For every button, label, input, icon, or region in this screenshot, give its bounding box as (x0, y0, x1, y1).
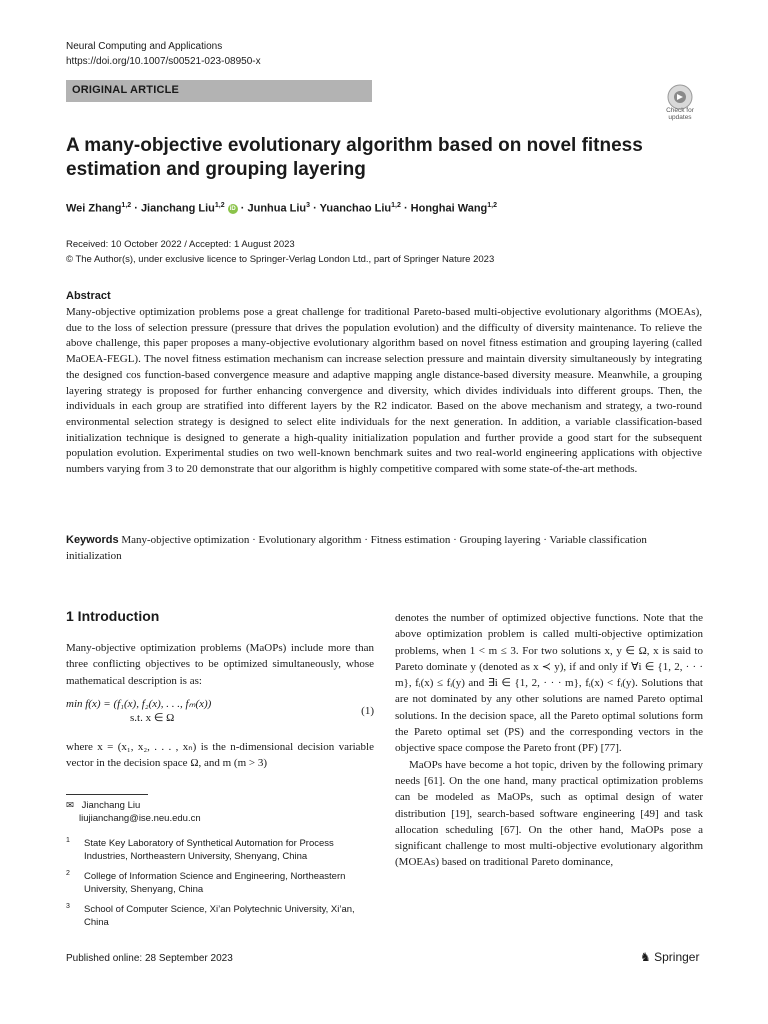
author-list: Wei Zhang$^{1,2}$ · Jianchang Liu$^{1,2}$ iD · Junhua Liu$^3$ · Yuanchao Liu$^{1,2}$ · Honghai Wang$^{1,2}$ (66, 202, 497, 215)
affiliation-number: 1 (66, 837, 70, 844)
intro-paragraph: Many-objective optimization problems (MaOPs) include more than three conflicting objectives to be optimized simultaneously, whose mathematical description is as: (66, 642, 374, 687)
author-affiliation: 1,2 (391, 202, 401, 209)
body-paragraph: MaOPs have become a hot topic, driven by the following primary needs [61]. On the one hand, many practical optimization problems can be modeled as MaOPs, such as optimal design of water distribution [19], search-based software engineering [49] and task allocation scheduling [67]. On the other hand, MaOPs pose a significant challenge to most multi-objective evolutionary algorithm (MOEAs) based on traditional Pareto dominance, (395, 758, 703, 869)
article-title: A many-objective evolutionary algorithm based on novel fitness estimation and grouping layering (66, 135, 643, 180)
equation-constraint: s.t. x ∈ Ω (130, 712, 175, 724)
affiliation (66, 870, 366, 898)
corresponding-author (66, 799, 201, 825)
affiliation-text: State Key Laboratory of Synthetical Automation for Process Industries, Northeastern University, Shenyang, China (84, 838, 334, 862)
affiliation (66, 837, 366, 865)
equation-number: (1) (361, 705, 374, 717)
keywords-label: Keywords (66, 534, 119, 546)
journal-name: Neural Computing and Applications (66, 41, 223, 52)
affiliation-number: 3 (66, 903, 70, 910)
affiliation-text: School of Computer Science, Xi’an Polytechnic University, Xi’an, China (84, 904, 355, 928)
corresponding-name: Jianchang Liu (81, 800, 141, 811)
author-name[interactable]: Jianchang Liu (140, 202, 215, 215)
published-date: Published online: 28 September 2023 (66, 953, 233, 964)
section-heading: 1 Introduction (66, 608, 160, 624)
equation-1 (66, 697, 374, 731)
body-paragraph: denotes the number of optimized objective functions. Note that the above optimization problem is called multi-objective optimization problems, when 1 < m ≤ 3. For two solutions x, y ∈ Ω, x is said to Pareto dominate y (denoted as x ≺ y), if and only if ∀i ∈ {1, 2, · · · m}, fᵢ(x) ≤ fᵢ(y) and ∃i ∈ {1, 2, · · · m}, fᵢ(x) < fᵢ(y). Solutions that are not dominated by any other solutions are named Pareto optimal solutions. In the decision space, all the Pareto optimal solutions form the Pareto optimal set (PS) and the corresponding vectors in the objective space compose the Pareto front (PF) [77]. (395, 612, 703, 755)
corresponding-email[interactable]: liujianchang@ise.neu.edu.cn (79, 813, 201, 824)
abstract-heading: Abstract (66, 290, 111, 302)
article-type-label: ORIGINAL ARTICLE (72, 84, 180, 96)
right-column (395, 610, 703, 871)
author-affiliation: 3 (306, 202, 311, 209)
affiliation (66, 903, 366, 931)
abstract-text: Many-objective optimization problems pose a great challenge for traditional Pareto-based multi-objective evolutionary algorithms (MOEAs), due to the loss of selection pressure (pressure that drives the population evolution) and the difficulty of diversity maintenance. To relieve the above challenge, this paper proposes a many-objective evolutionary algorithm based on novel fitness estimation and grouping layering (called MaOEA-FEGL). The novel fitness estimation mechanism can increase selection pressure and maintain diversity simultaneously by integrating the designed cos function-based convergence measure and adaptive mapping angle distance-based diversity measure. Meanwhile, a grouping layering strategy is proposed for further enhancing convergence and diversity, which divides individuals into different groups. Then, the individuals in each group are stratified into different layers by the R2 indicator. Based on the above mechanism and strategy, a two-round environmental selection strategy is designed to select elite individuals for the next generation. In addition, a variable classification-based initialization technique is designed to generate a high-quality initialization population and further provide a good start for the subsequent population evolution. Experimental studies on two well-known benchmark suites and two real-world engineering applications with objective numbers varying from 3 to 20 demonstrate that our algorithm is highly competitive compared with some state-of-the-art methods. (66, 306, 702, 476)
doi-link[interactable]: https://doi.org/10.1007/s00521-023-08950-x (66, 56, 261, 67)
check-for-updates-label[interactable]: Check for updates (666, 107, 694, 121)
author-affiliation: 1,2 (487, 202, 497, 209)
equation-line: min f(x) = (f₁(x), f₂(x), . . ., fₘ(x)) (66, 698, 212, 710)
author-affiliation: 1,2 (121, 202, 132, 209)
author-affiliation: 1,2 (214, 202, 225, 209)
springer-horse-icon: ♞ (640, 950, 651, 964)
orcid-icon[interactable]: iD (229, 205, 236, 212)
keywords (66, 532, 702, 564)
author-name[interactable]: Wei Zhang (66, 202, 122, 215)
envelope-icon: ✉ (66, 800, 74, 811)
footnote-divider (66, 794, 148, 795)
intro-paragraph: where x = (x₁, x₂, . . . , xₙ) is the n-dimensional decision variable vector in the decision space Ω, and m (m > 3) (66, 741, 374, 770)
affiliation-number: 2 (66, 870, 70, 877)
publisher-logo (640, 950, 699, 964)
copyright-notice: © The Author(s), under exclusive licence to Springer-Verlag London Ltd., part of Springer Nature 2023 (66, 254, 495, 265)
article-type-banner (66, 80, 372, 102)
affiliation-text: College of Information Science and Engineering, Northeastern University, Shenyang, China (84, 871, 346, 895)
publisher-name: Springer (654, 950, 700, 964)
received-accepted-dates: Received: 10 October 2022 / Accepted: 1 August 2023 (66, 239, 295, 250)
keywords-text: Many-objective optimization · Evolutionary algorithm · Fitness estimation · Grouping layering · Variable classification initialization (66, 534, 647, 562)
author-name[interactable]: Junhua Liu (247, 202, 307, 215)
author-name[interactable]: Honghai Wang (410, 202, 488, 215)
author-name[interactable]: Yuanchao Liu (319, 202, 392, 215)
